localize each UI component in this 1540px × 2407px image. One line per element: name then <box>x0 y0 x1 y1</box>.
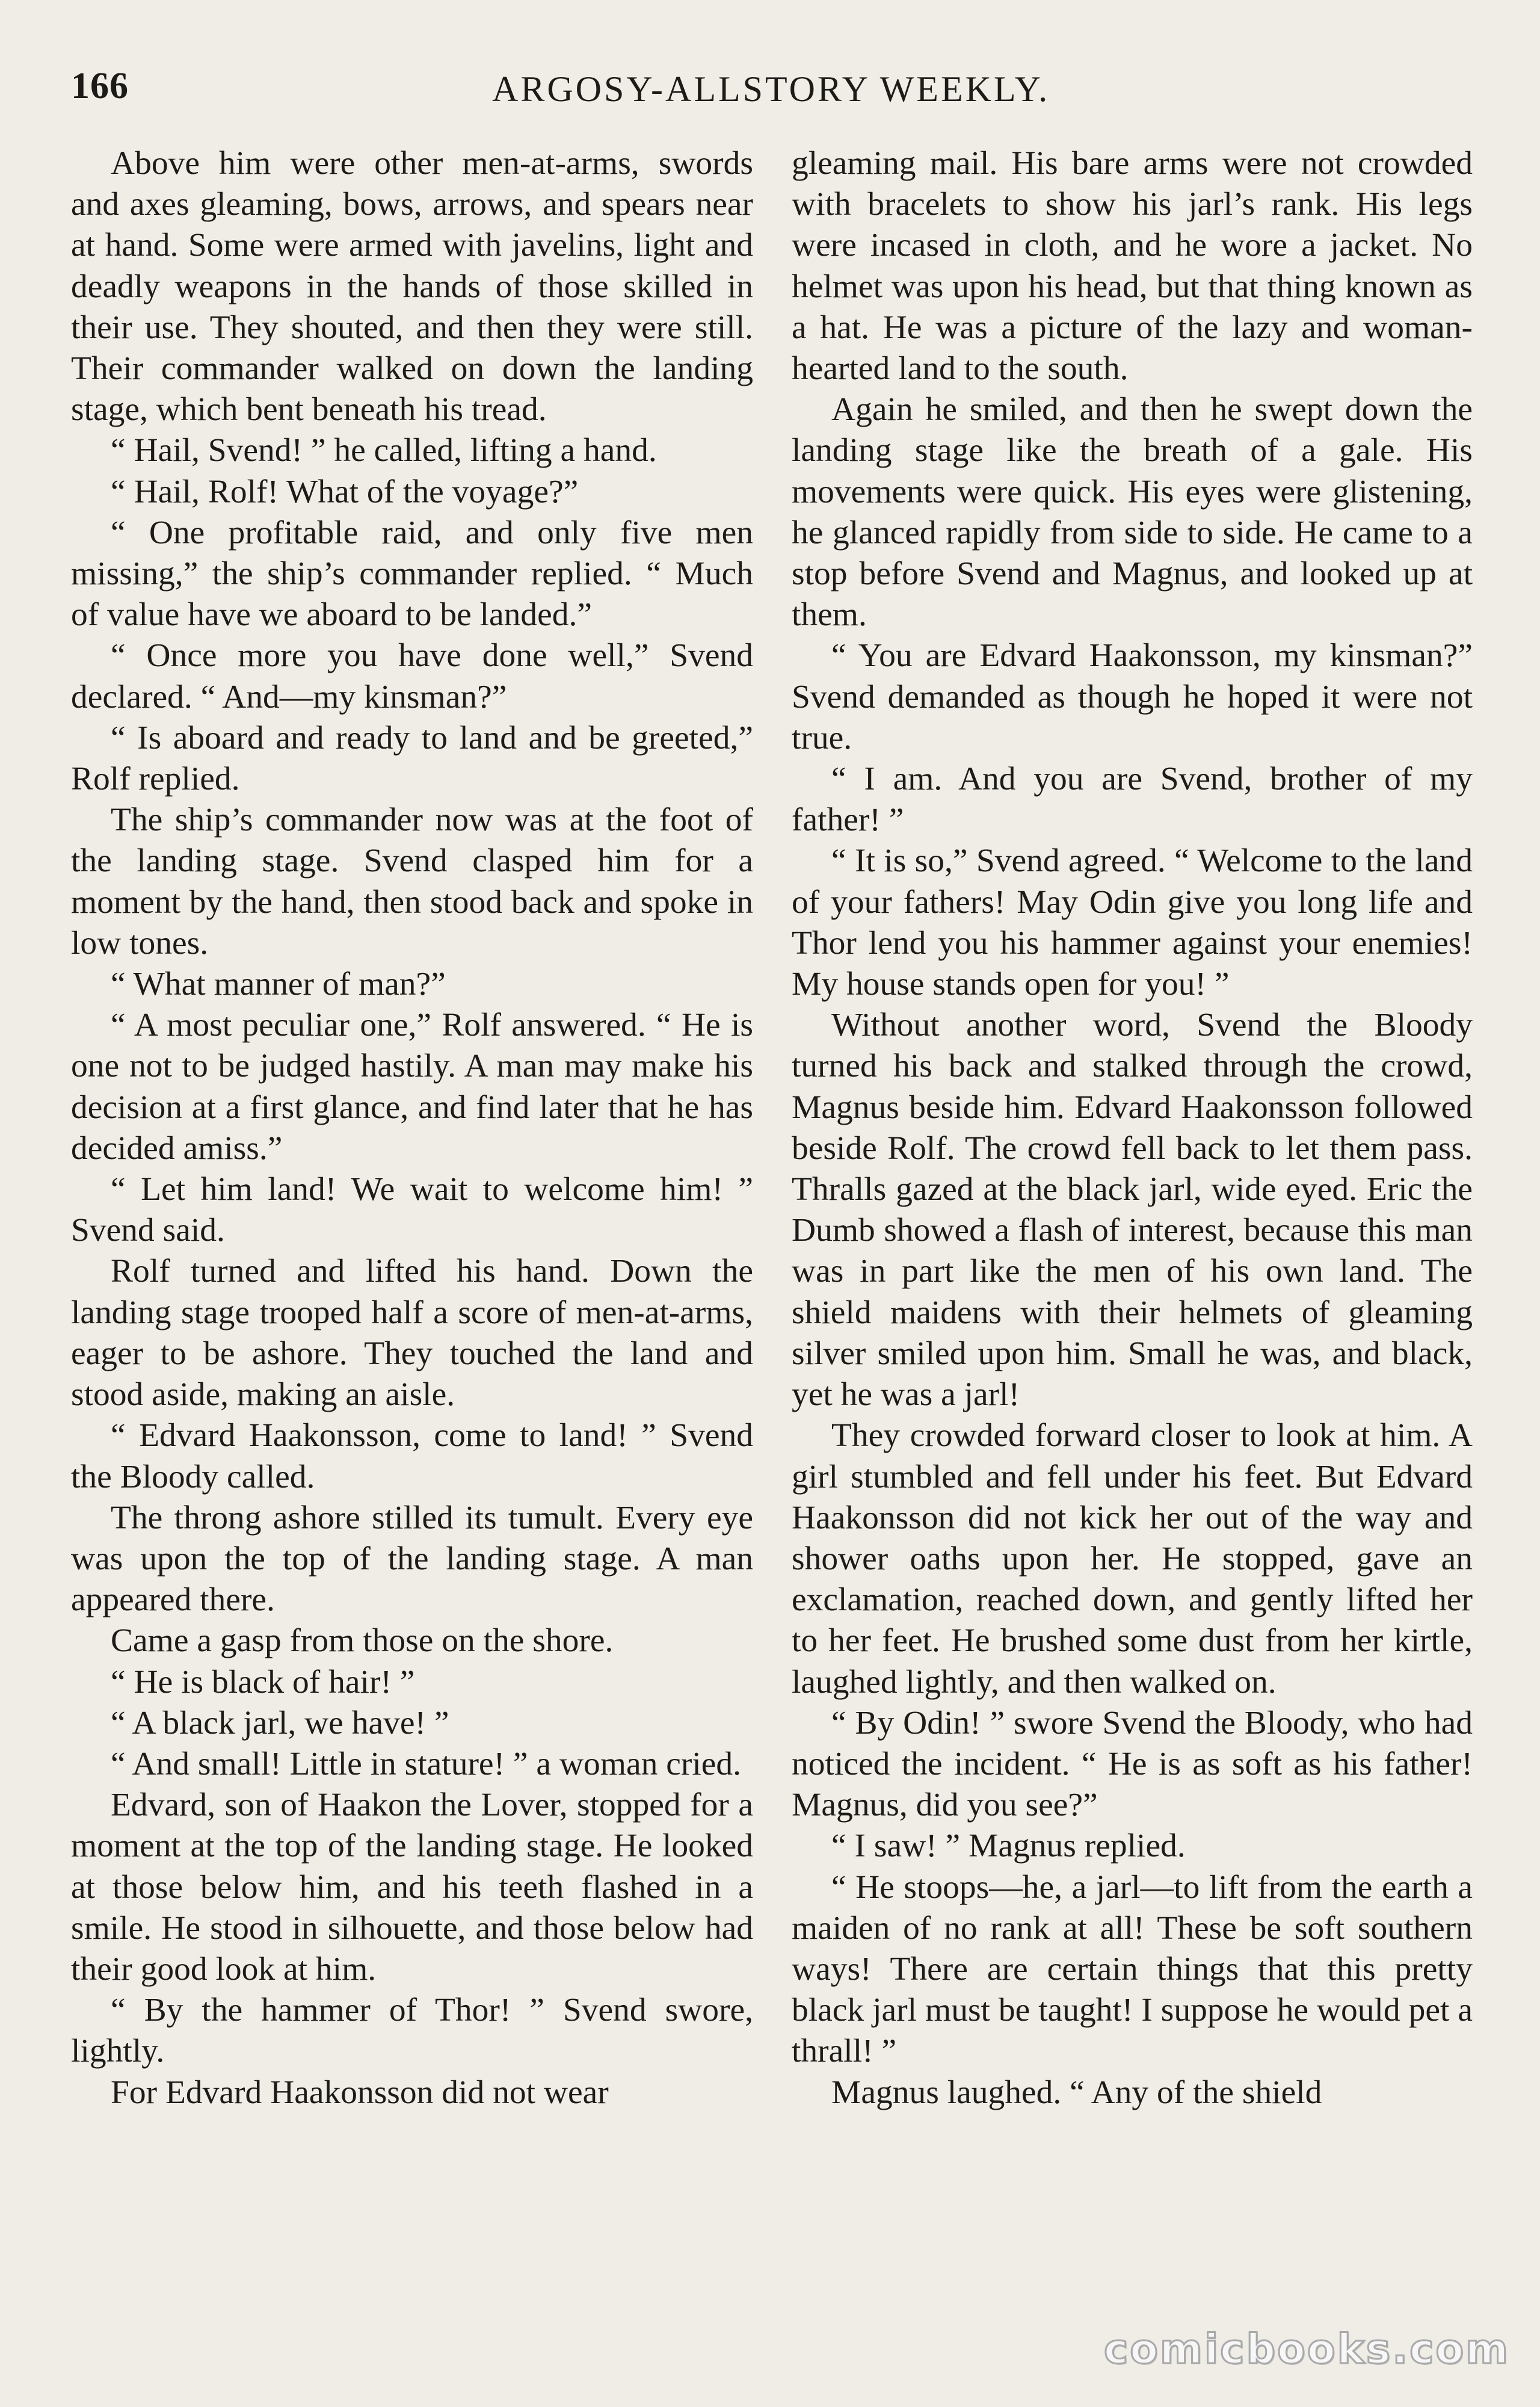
paragraph: “ Once more you have done well,” Svend declared. “ And—my kinsman?” <box>71 637 753 715</box>
right-column <box>792 143 1473 2113</box>
left-column <box>71 143 753 2113</box>
paragraph: “ Let him land! We wait to welcome him! ” Svend said. <box>71 1171 753 1249</box>
watermark: comicbooks.com <box>1103 2326 1510 2373</box>
paragraph: “ You are Edvard Haakonsson, my kinsman?” Svend demanded as though he hoped it were not true. <box>792 637 1473 756</box>
paragraph: “ He stoops—he, a jarl—to lift from the earth a maiden of no rank at all! These be soft southern ways! There are certain things that this pretty black jarl must be taught! I suppose he would pet a thrall! ” <box>792 1868 1473 2070</box>
paragraph: “ One profitable raid, and only five men missing,” the ship’s commander replied. “ Much of value have we aboard to be landed.” <box>71 514 753 634</box>
paragraph: “ And small! Little in stature! ” a woman cried. <box>111 1745 741 1782</box>
paragraph: Magnus laughed. “ Any of the shield <box>831 2074 1322 2111</box>
paragraph: Came a gasp from those on the shore. <box>111 1622 614 1660</box>
page-number: 166 <box>71 66 129 107</box>
running-head: ARGOSY-ALLSTORY WEEKLY. <box>492 69 1050 109</box>
paragraph: “ He is black of hair! ” <box>111 1663 415 1701</box>
paragraph: “ It is so,” Svend agreed. “ Welcome to the land of your fathers! May Odin give you long life and Thor lend you his hammer against your enemies! My house stands open for you! ” <box>792 842 1473 1003</box>
paragraph: The ship’s commander now was at the foot of the landing stage. Svend clasped him for a moment by the hand, then stood back and spoke in low tones. <box>71 802 753 962</box>
paragraph: “ I am. And you are Svend, brother of my father! ” <box>792 761 1473 839</box>
paragraph: The throng ashore stilled its tumult. Every eye was upon the top of the landing stage. A man appeared there. <box>71 1499 753 1619</box>
paragraph: “ Edvard Haakonsson, come to land! ” Svend the Bloody called. <box>71 1417 753 1495</box>
paragraph: Again he smiled, and then he swept down the landing stage like the breath of a gale. His movements were quick. His eyes were glistening, he glanced rapidly from side to side. He came to a stop before Svend and Magnus, and looked up at them. <box>792 391 1473 634</box>
paragraph: “ Hail, Svend! ” he called, lifting a hand. <box>111 432 657 469</box>
paragraph: Above him were other men-at-arms, swords and axes gleaming, bows, arrows, and spears near at hand. Some were armed with javelins, light and deadly weapons in the hands of those skilled in their use. They shouted, and then they were still. Their commander walked on down the landing stage, which bent beneath his tread. <box>71 145 753 428</box>
paragraph: Rolf turned and lifted his hand. Down the landing stage trooped half a score of men-at-arms, eager to be ashore. They touched the land and stood aside, making an aisle. <box>71 1253 753 1414</box>
paragraph: Edvard, son of Haakon the Lover, stopped for a moment at the top of the landing stage. He looked at those below him, and his teeth flashed in a smile. He stood in silhouette, and those below had their good look at him. <box>71 1787 753 1988</box>
paragraph: “ By Odin! ” swore Svend the Bloody, who had noticed the incident. “ He is as soft as his father! Magnus, did you see?” <box>792 1704 1473 1824</box>
paragraph: Without another word, Svend the Bloody turned his back and stalked through the crowd, Magnus beside him. Edvard Haakonsson followed beside Rolf. The crowd fell back to let them pass. Thralls gazed at the black jarl, wide eyed. Eric the Dumb showed a flash of interest, because this man was in part like the men of his own land. The shield maidens with their helmets of gleaming silver smiled upon him. Small he was, and black, yet he was a jarl! <box>792 1007 1473 1414</box>
paragraph: They crowded forward closer to look at him. A girl stumbled and fell under his feet. But Edvard Haakonsson did not kick her out of the way and shower oaths upon her. He stopped, gave an exclamation, reached down, and gently lifted her to her feet. He brushed some dust from her kirtle, laughed lightly, and then walked on. <box>792 1417 1473 1701</box>
paragraph: “ Hail, Rolf! What of the voyage?” <box>111 473 579 510</box>
paragraph: “ What manner of man?” <box>111 966 446 1003</box>
page-header <box>71 65 1473 119</box>
paragraph: “ A most peculiar one,” Rolf answered. “ He is one not to be judged hastily. A man may make his decision at a first glance, and find later that he has decided amiss.” <box>71 1007 753 1167</box>
paragraph: “ By the hammer of Thor! ” Svend swore, lightly. <box>71 1992 753 2070</box>
paragraph-continuation: gleaming mail. His bare arms were not crowded with bracelets to show his jarl’s rank. His legs were incased in cloth, and he wore a jacket. No helmet was upon his head, but that thing known as a hat. He was a picture of the lazy and woman-hearted land to the south. <box>792 145 1473 388</box>
paragraph: For Edvard Haakonsson did not wear <box>111 2074 609 2111</box>
paragraph: “ Is aboard and ready to land and be greeted,” Rolf replied. <box>71 719 753 798</box>
paragraph: “ A black jarl, we have! ” <box>111 1704 449 1741</box>
paragraph: “ I saw! ” Magnus replied. <box>831 1828 1186 1865</box>
